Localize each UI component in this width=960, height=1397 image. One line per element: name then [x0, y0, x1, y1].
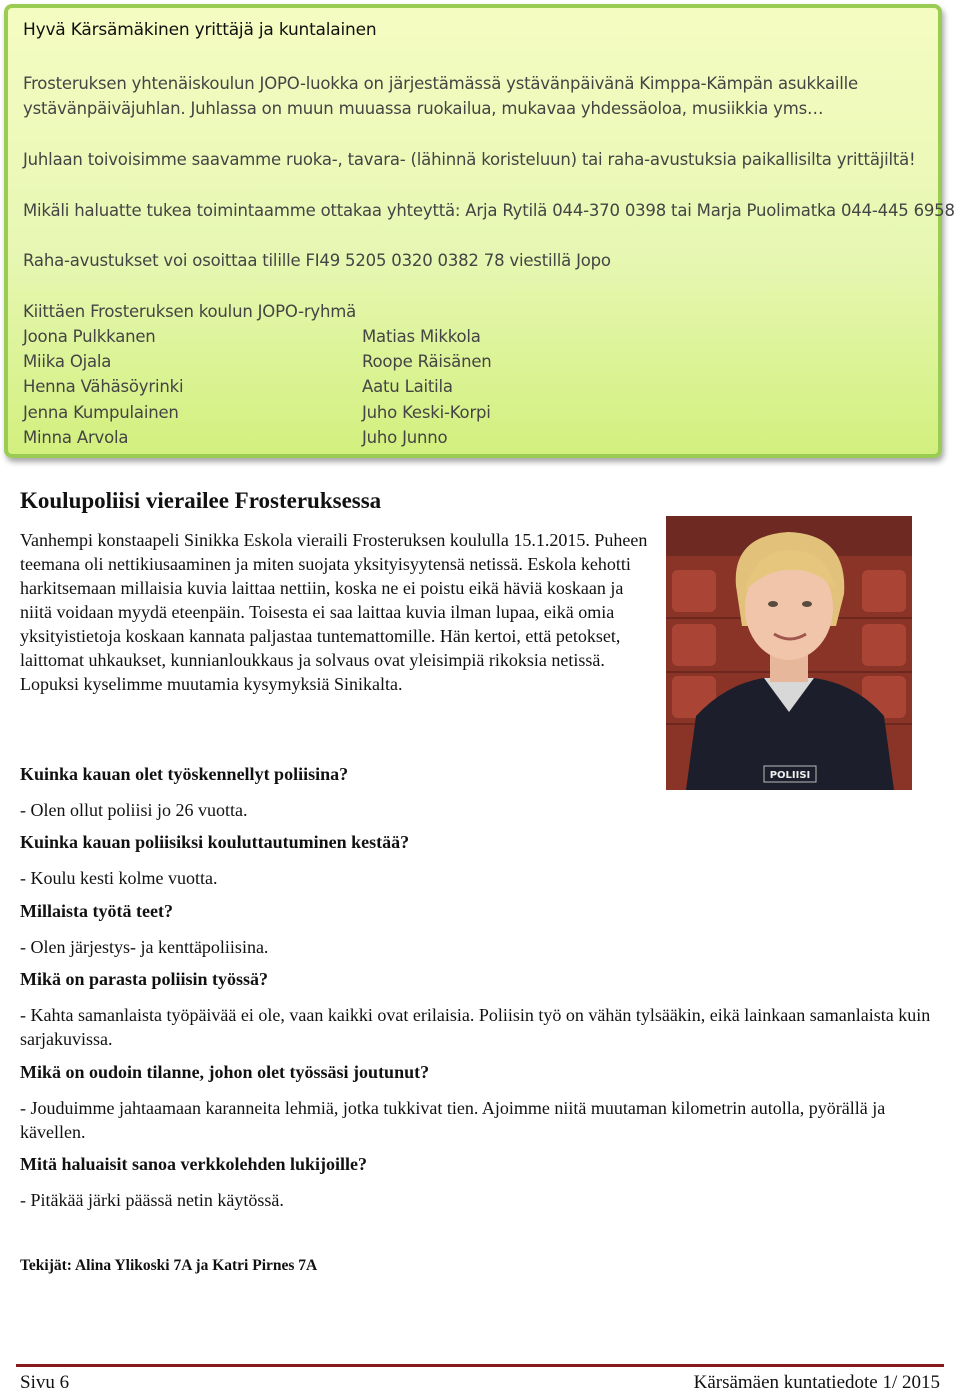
footer-rule — [16, 1364, 944, 1367]
signer-name: Juho Keski-Korpi — [362, 403, 491, 422]
publication-name: Kärsämäen kuntatiedote 1/ 2015 — [693, 1372, 940, 1393]
signer-name: Minna Arvola — [23, 428, 129, 447]
article-intro: Vanhempi konstaapeli Sinikka Eskola vieraili Frosteruksen koululla 15.1.2015. Puheen teemana oli nettikiusaaminen ja miten suojata yksityisyytensä netissä. Eskola kehotti harkitsemaan millaisia kuvia laittaa nettiin, koska ne ei poistu eikä häviä koskaan ja niitä voidaan myydä eteenpäin. Toisesta ei saa laittaa kuvia ilman lupaa, eikä omia yksityistietoja koskaan kannata paljastaa tuntemattomille. Hän kertoi, että petokset, laittomat uhkaukset, kunnianloukkaus ja solvaus ovat yleisimpiä rikoksia netissä. Lopuksi kyselimme muutamia kysymyksiä Sinikalta. — [20, 530, 648, 694]
interview-answer: - Olen ollut poliisi jo 26 vuotta. — [20, 800, 248, 820]
page-number: Sivu 6 — [20, 1372, 70, 1393]
notice-para3: Mikäli haluatte tukea toimintaamme ottakaa yhteyttä: Arja Rytilä 044-370 0398 tai Marja Puolimatka 044-445 6958 — [23, 201, 955, 220]
notice-box — [4, 4, 955, 458]
interview-answer: - Pitäkää järki päässä netin käytössä. — [20, 1190, 284, 1210]
signer-name: Joona Pulkkanen — [23, 327, 156, 346]
interview-question: Mikä on oudoin tilanne, johon olet työssäsi joutunut? — [20, 1062, 430, 1082]
notice-para4: Raha-avustukset voi osoittaa tilille FI49 5205 0320 0382 78 viestillä Jopo — [23, 251, 611, 270]
signer-name: Matias Mikkola — [362, 327, 481, 346]
signer-name: Henna Vähäsöyrinki — [23, 377, 184, 396]
article-title: Koulupoliisi vierailee Frosteruksessa — [20, 488, 382, 513]
interview-question: Kuinka kauan poliisiksi kouluttautuminen kestää? — [20, 832, 410, 852]
notice-thanks: Kiittäen Frosteruksen koulun JOPO-ryhmä — [23, 302, 357, 321]
notice-para1-line2: ystävänpäiväjuhlan. Juhlassa on muun muuassa ruokailua, mukavaa yhdessäoloa, musiikkia yms… — [23, 99, 824, 118]
interview-question: Millaista työtä teet? — [20, 901, 173, 921]
interview-answer: - Koulu kesti kolme vuotta. — [20, 868, 218, 888]
signer-name: Jenna Kumpulainen — [23, 403, 179, 422]
notice-para1-line1: Frosteruksen yhtenäiskoulun JOPO-luokka on järjestämässä ystävänpäivänä Kimppa-Kämpän asukkaille — [23, 74, 858, 93]
notice-para2: Juhlaan toivoisimme saavamme ruoka-, tavara- (lähinnä koristeluun) tai raha-avustuksia paikallisilta yrittäjiltä! — [23, 150, 916, 169]
notice-greeting: Hyvä Kärsämäkinen yrittäjä ja kuntalainen — [23, 20, 377, 40]
interview-answer: - Olen järjestys- ja kenttäpoliisina. — [20, 937, 269, 957]
interview-answer: - Kahta samanlaista työpäivää ei ole, vaan kaikki ovat erilaisia. Poliisin työ on vähän tylsääkin, eikä lainkaan samanlaista kuin sarjakuvissa. — [20, 1005, 931, 1049]
signer-name: Aatu Laitila — [362, 377, 453, 396]
photo-badge-text: POLIISI — [769, 770, 811, 781]
signer-name: Roope Räisänen — [362, 352, 492, 371]
interview-question: Kuinka kauan olet työskennellyt poliisina? — [20, 764, 349, 784]
police-officer-photo — [666, 516, 912, 790]
signer-name: Juho Junno — [362, 428, 448, 447]
interview-question: Mitä haluaisit sanoa verkkolehden lukijoille? — [20, 1154, 368, 1174]
article-authors: Tekijät: Alina Ylikoski 7A ja Katri Pirnes 7A — [20, 1257, 318, 1274]
signer-name: Miika Ojala — [23, 352, 112, 371]
interview-question: Mikä on parasta poliisin työssä? — [20, 969, 269, 989]
interview-answer: - Jouduimme jahtaamaan karanneita lehmiä, jotka tukkivat tien. Ajoimme niitä muutaman kilometrin autolla, pyörällä ja kävellen. — [20, 1098, 886, 1142]
